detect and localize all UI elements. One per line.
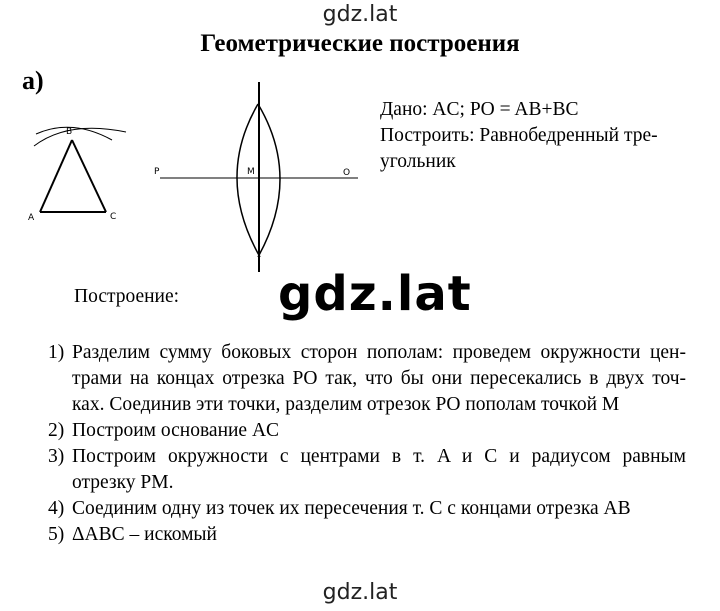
step-text — [72, 418, 686, 444]
step-line: ΔABC – искомый — [72, 524, 217, 545]
step-number: 2) — [48, 420, 65, 441]
step-line: отрезку PM. — [72, 472, 174, 493]
task-line-continuation: угольник — [380, 151, 456, 172]
step-item — [48, 418, 686, 444]
step-line: Соединим одну из точек их пересечения т. C с концами отрезка AB — [72, 498, 631, 519]
watermark-center: gdz.lat — [278, 266, 472, 322]
step-text — [72, 522, 686, 548]
task-line: Построить: Равнобедренный тре- — [380, 125, 658, 146]
step-item — [48, 444, 686, 496]
part-label: а) — [22, 66, 44, 95]
step-item — [48, 340, 686, 418]
step-line: трами на концах отрезка PO так, что бы они пересекались в двух точ- — [72, 368, 686, 389]
step-item — [48, 496, 686, 522]
watermark-top: gdz.lat — [322, 2, 398, 27]
watermark-bottom: gdz.lat — [322, 580, 398, 605]
step-line: ках. Соединив эти точки, разделим отрезок PO пополам точкой M — [72, 394, 620, 415]
label-o: O — [343, 168, 351, 178]
step-number: 5) — [48, 524, 65, 545]
step-line: Разделим сумму боковых сторон пополам: проведем окружности цен- — [72, 342, 686, 363]
step-number: 1) — [48, 342, 65, 363]
step-text — [72, 444, 686, 496]
step-number: 3) — [48, 446, 65, 467]
given-line: Дано: AC; PO = AB+BC — [380, 99, 579, 120]
side-ab — [40, 140, 72, 212]
arc-from-o — [237, 104, 260, 257]
step-item — [48, 522, 686, 548]
step-number: 4) — [48, 498, 65, 519]
label-b: B — [66, 127, 73, 137]
construction-label: Построение: — [74, 286, 180, 307]
step-line: Построим основание AC — [72, 420, 280, 441]
label-a: A — [28, 213, 35, 223]
step-line: Построим окружности с центрами в т. A и C и радиусом равным — [72, 446, 686, 467]
page-title: Геометрические построения — [200, 30, 520, 57]
label-m: M — [247, 167, 255, 177]
arc-from-c — [34, 128, 126, 146]
step-text — [72, 340, 686, 418]
label-p: P — [154, 167, 160, 177]
steps-list — [48, 340, 686, 548]
given-block — [380, 97, 700, 175]
side-bc — [72, 140, 106, 212]
triangle-arcs — [34, 127, 126, 146]
bisector-figure — [160, 82, 358, 272]
triangle-figure — [40, 140, 106, 212]
step-text — [72, 496, 686, 522]
arc-from-p — [258, 104, 280, 257]
label-c: C — [110, 212, 117, 222]
